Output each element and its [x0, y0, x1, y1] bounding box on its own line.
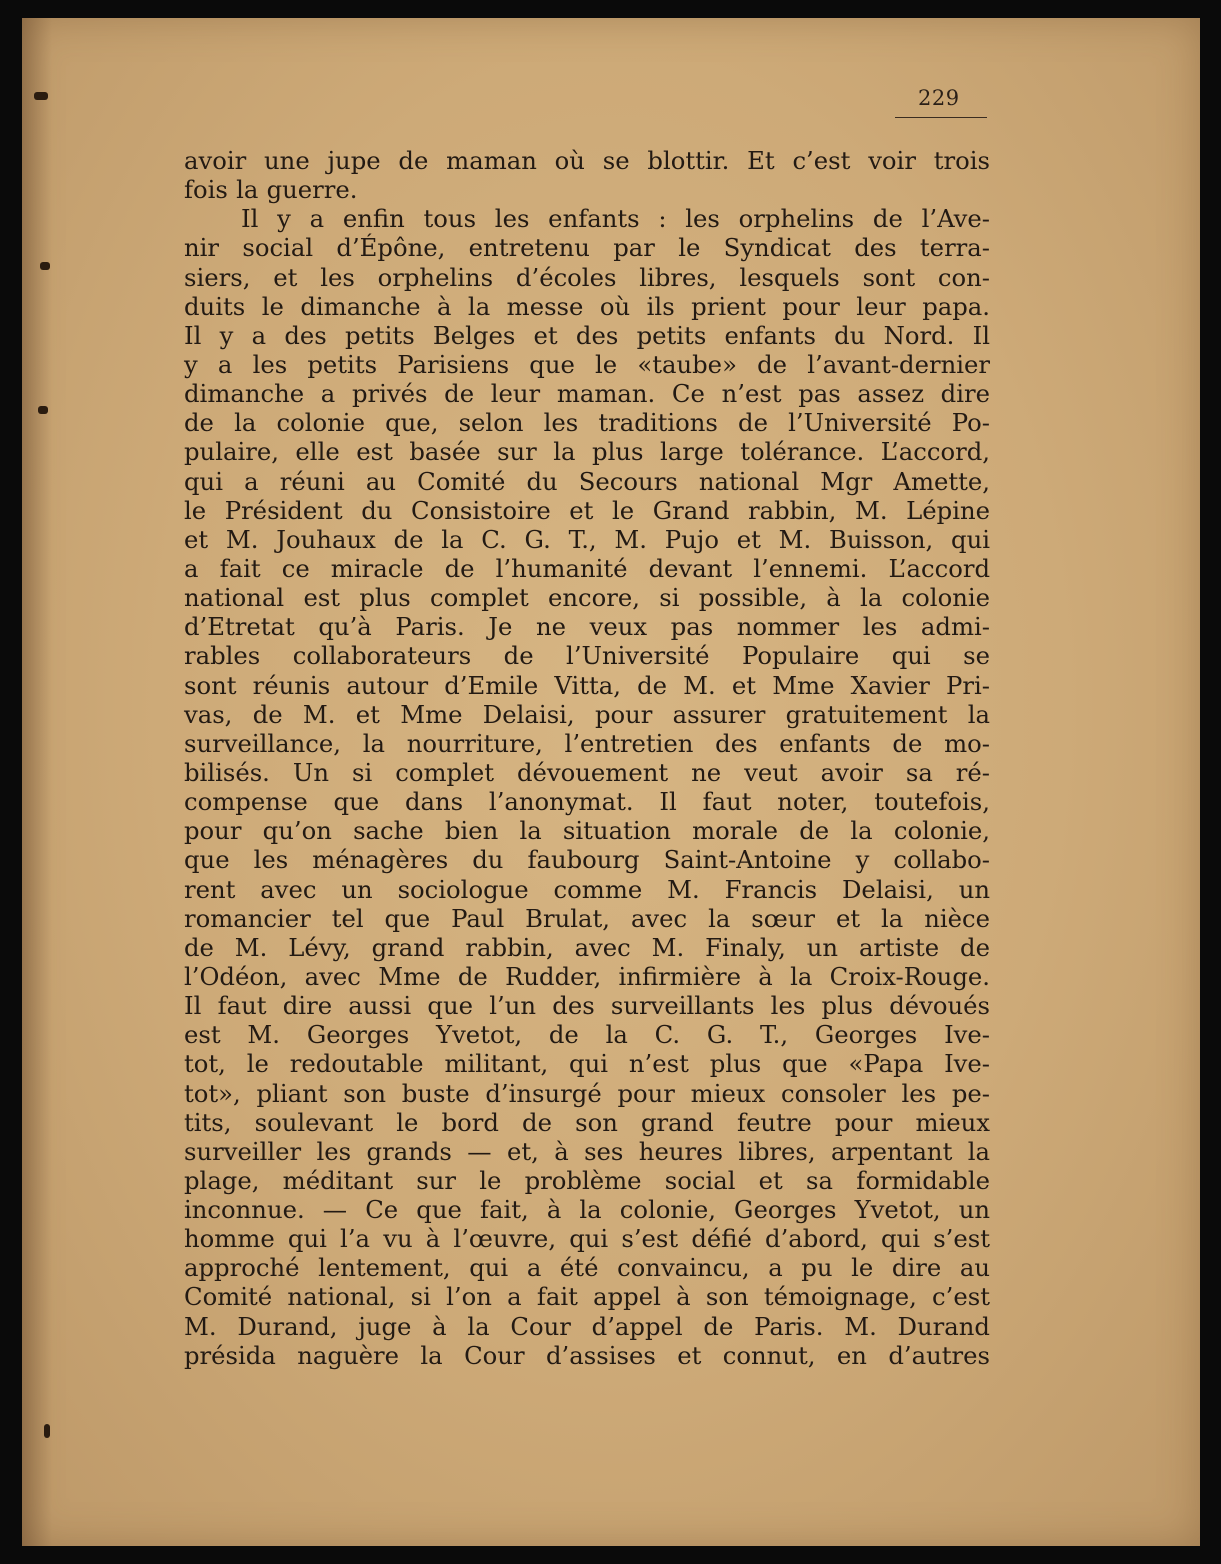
text-line: l’Odéon, avec Mme de Rudder, infirmière à la Croix-Rouge. [184, 961, 990, 991]
text-line: de la colonie que, selon les traditions de l’Université Po- [184, 408, 990, 438]
text-line: inconnue. — Ce que fait, à la colonie, Georges Yvetot, un [184, 1195, 990, 1225]
text-line: tot, le redoutable militant, qui n’est plus que «Papa Ive- [184, 1049, 990, 1079]
text-line: vas, de M. et Mme Delaisi, pour assurer gratuitement la [184, 699, 990, 729]
text-line: bilisés. Un si complet dévouement ne veut avoir sa ré- [184, 757, 990, 787]
text-line: y a les petits Parisiens que le «taube» de l’avant-dernier [184, 349, 990, 379]
text-line: Comité national, si l’on a fait appel à son témoignage, c’est [184, 1282, 990, 1312]
text-line: M. Durand, juge à la Cour d’appel de Paris. M. Durand [184, 1311, 990, 1341]
text-line: le Président du Consistoire et le Grand rabbin, M. Lépine [184, 495, 990, 525]
text-line: de M. Lévy, grand rabbin, avec M. Finaly, un artiste de [184, 932, 990, 962]
text-line: Il faut dire aussi que l’un des surveillants les plus dévoués [184, 991, 990, 1021]
text-line: national est plus complet encore, si possible, à la colonie [184, 583, 990, 613]
text-line: d’Etretat qu’à Paris. Je ne veux pas nommer les admi- [184, 612, 990, 642]
text-line: fois la guerre. [184, 175, 358, 205]
text-line: pour qu’on sache bien la situation morale de la colonie, [184, 816, 990, 846]
page-number-rule [895, 117, 987, 118]
text-line: pulaire, elle est basée sur la plus large tolérance. L’accord, [184, 437, 990, 467]
text-line: présida naguère la Cour d’assises et connut, en d’autres [184, 1340, 990, 1370]
binding-mark [34, 92, 48, 100]
text-line: approché lentement, qui a été convaincu, a pu le dire au [184, 1253, 990, 1283]
text-line: compense que dans l’anonymat. Il faut noter, toutefois, [184, 787, 990, 817]
text-line: et M. Jouhaux de la C. G. T., M. Pujo et M. Buisson, qui [184, 524, 990, 554]
text-line: surveillance, la nourriture, l’entretien des enfants de mo- [184, 728, 990, 758]
text-line: nir social d’Épône, entretenu par le Syndicat des terra- [184, 233, 990, 263]
text-line: dimanche a privés de leur maman. Ce n’est pas assez dire [184, 379, 990, 409]
text-line: sont réunis autour d’Emile Vitta, de M. et Mme Xavier Pri- [184, 670, 990, 700]
text-line: a fait ce miracle de l’humanité devant l’ennemi. L’accord [184, 553, 990, 583]
binding-mark [38, 406, 48, 414]
binding-mark [44, 1424, 50, 1438]
text-line: rent avec un sociologue comme M. Francis Delaisi, un [184, 874, 990, 904]
binding-mark [40, 262, 50, 270]
text-line: est M. Georges Yvetot, de la C. G. T., Georges Ive- [184, 1020, 990, 1050]
binding-edge [22, 18, 52, 1546]
text-line: duits le dimanche à la messe où ils prient pour leur papa. [184, 291, 990, 321]
text-line: tits, soulevant le bord de son grand feutre pour mieux [184, 1107, 990, 1137]
text-line: rables collaborateurs de l’Université Populaire qui se [184, 641, 990, 671]
text-line: tot», pliant son buste d’insurgé pour mieux consoler les pe- [184, 1078, 990, 1108]
text-line: Il y a des petits Belges et des petits enfants du Nord. Il [184, 320, 990, 350]
page-number: 229 [918, 86, 960, 110]
text-line: qui a réuni au Comité du Secours national Mgr Amette, [184, 466, 990, 496]
text-line: romancier tel que Paul Brulat, avec la sœur et la nièce [184, 903, 990, 933]
body-text [184, 146, 990, 1370]
text-line: surveiller les grands — et, à ses heures libres, arpentant la [184, 1136, 990, 1166]
text-line: plage, méditant sur le problème social et sa formidable [184, 1165, 990, 1195]
text-line: Il y a enfin tous les enfants : les orphelins de l’Ave- [241, 204, 990, 234]
text-line: que les ménagères du faubourg Saint-Antoine y collabo- [184, 845, 990, 875]
text-line: siers, et les orphelins d’écoles libres, lesquels sont con- [184, 262, 990, 292]
text-line: homme qui l’a vu à l’œuvre, qui s’est défié d’abord, qui s’est [184, 1224, 990, 1254]
text-line: avoir une jupe de maman où se blottir. Et c’est voir trois [184, 146, 990, 175]
